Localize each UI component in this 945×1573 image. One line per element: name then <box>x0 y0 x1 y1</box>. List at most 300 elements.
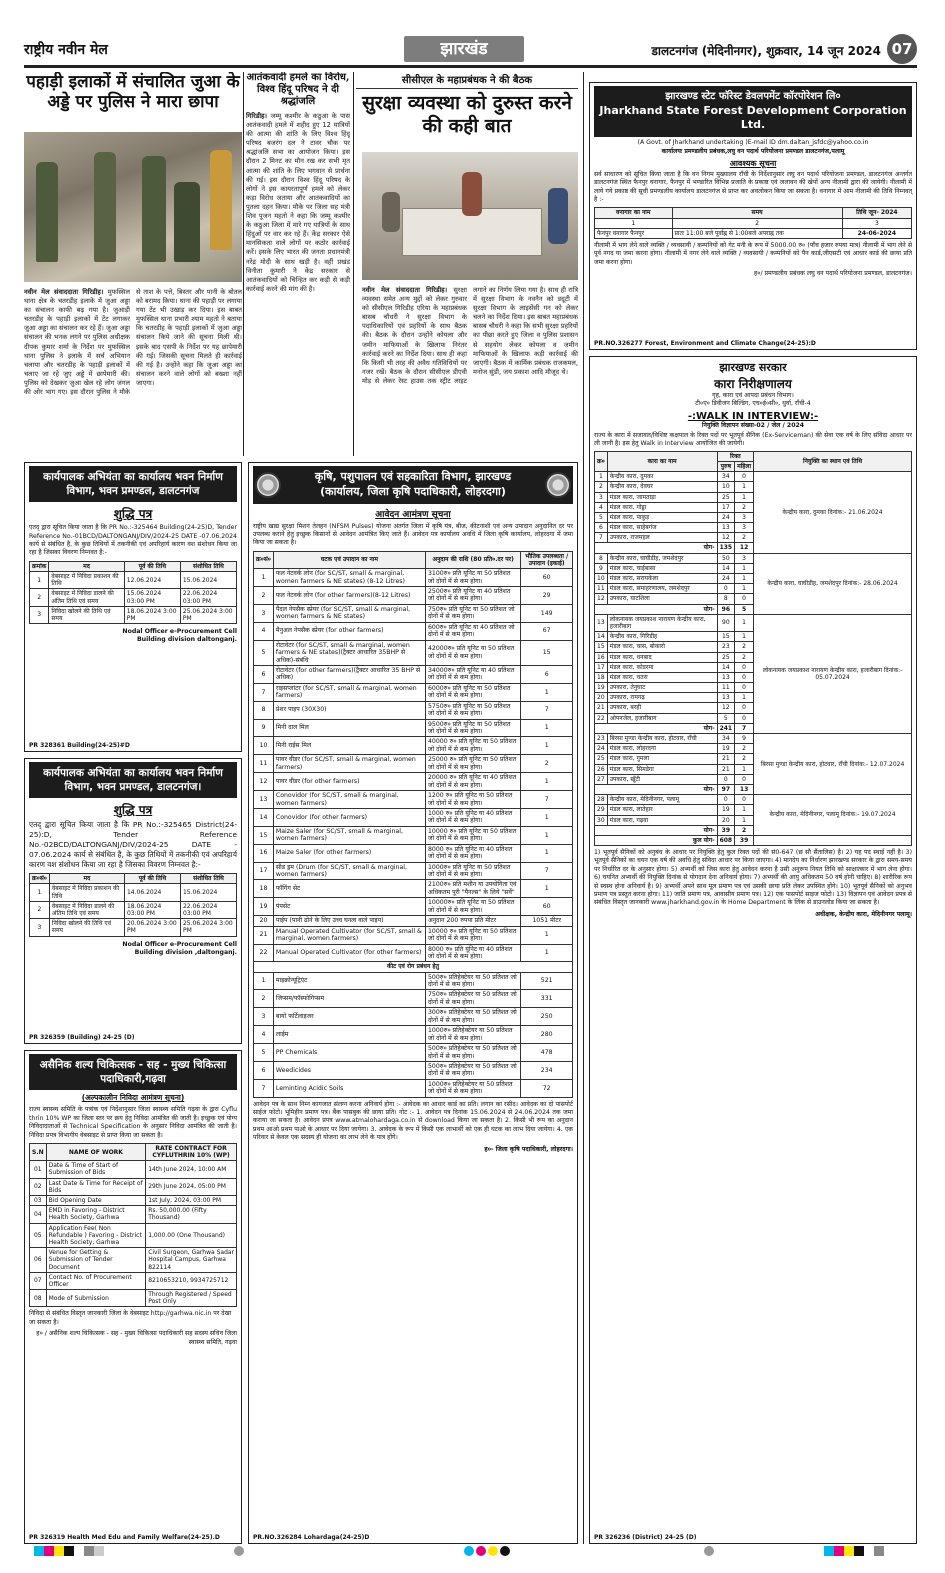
grand-total-male: 608 <box>717 835 735 845</box>
table-cell: ओपनजेल, हजारीबाग <box>607 713 717 723</box>
table-cell: 1 <box>521 826 573 844</box>
note: निविदा से संबंधित विस्तृत जानकारी जिला के वेबसाइट http://garhwa.nic.in पर देखा जा सकता है। <box>29 1310 232 1326</box>
table-cell: 1200 रु० प्रति यूनिट या 50 प्रतिशत जो दोनों में से कम होगा। <box>426 791 521 809</box>
table-cell: 1 <box>735 693 754 703</box>
table-cell: मंडल कारा, सिमडेगा <box>607 764 717 774</box>
table-cell: 1 <box>735 492 754 502</box>
table-cell: 1 <box>521 944 573 962</box>
story-body <box>246 112 350 294</box>
table-cell: मंडल कारा, पाकुड़ <box>607 512 717 522</box>
story-ccl-meeting <box>356 72 578 456</box>
table-cell: रोटावेटर (for SC/ST, small & marginal, women farmers & NE states)(ट्रैक्टर आधारित 35BHP से अधिक)-संबंधि <box>273 640 425 665</box>
table-cell: 300रु० प्रतिहेक्टेयर या 50 प्रतिशत जो दोनों में से कम होगा। <box>426 1008 521 1026</box>
table-cell: उपकारा, बरही <box>607 703 717 713</box>
table-cell: 0 <box>735 774 754 784</box>
table-cell: 4 <box>254 622 274 640</box>
notice-body: एतद् द्वारा सूचित किया जाता है कि PR No.:-325465 District(24-25):D, Tender Reference No.-02BCD/DALTONGANJ/DIV/2024-25 DATE - 07.06.2024 कार्य से संबंधित है, के कुछ तिथियों में तकनीकी एवं अपरिहार्य कारण वश संशोधन किया जा रहा है जिसका विवरण निम्नवत है:- <box>29 820 237 870</box>
table-cell: 10 <box>595 574 608 584</box>
notice-subtitle: शुद्धि पत्र <box>113 803 153 818</box>
table-row <box>30 1206 237 1223</box>
story-byline: नवीन मेल संवाददाता <box>24 288 79 296</box>
table-row <box>595 472 912 482</box>
table-row <box>30 606 237 623</box>
dept-name: कारा निरीक्षणालय <box>714 377 792 391</box>
table-cell: 0 <box>735 683 754 693</box>
table-cell: पावर वीडर (for SC/ST, small & marginal, women farmers) <box>273 755 425 773</box>
col-depot: वनागार का नाम <box>595 208 673 218</box>
table-cell: 30 <box>595 815 608 825</box>
table-cell: केन्द्रीय कारा, मेदिनीनगर, पलामू <box>607 795 717 805</box>
table-row <box>30 884 237 901</box>
table-cell: 2 <box>672 218 842 228</box>
notice-header <box>594 86 912 137</box>
table-cell: मंडल कारा, साहेबगंज <box>607 523 717 533</box>
table-cell: Venue for Getting & Submission of Tender Document <box>46 1248 146 1273</box>
venue-cell: बिरसा मुण्डा केन्द्रीय कारा, होटवार, राँची दिनांक:- 12.07.2024 <box>754 734 912 795</box>
corrigendum-table <box>29 561 237 624</box>
table-cell: 0 <box>735 672 754 682</box>
subsidy-table <box>253 551 573 1098</box>
table-cell: 14 <box>254 808 274 826</box>
health-tender-notice <box>24 1050 242 1544</box>
dept-sub: गृह, कारा एवं आपदा प्रबंधन विभाग। <box>712 392 794 399</box>
table-cell: 1 <box>521 808 573 826</box>
table-cell: 7 <box>254 683 274 701</box>
table-cell: 90 <box>717 614 735 631</box>
table-cell: 9 <box>735 734 754 744</box>
table-cell: 14th June 2024, 10:00 AM <box>146 1161 237 1178</box>
table-cell: 500रु० प्रतिहेक्टेयर या 50 प्रतिशत जो दोनों में से कम होगा। <box>426 1061 521 1079</box>
table-row <box>595 553 912 563</box>
table-cell: 21 <box>717 754 735 764</box>
column-rule <box>243 72 244 456</box>
table-cell: 2500रु० प्रति यूनिट या 40 प्रतिशत जो दोनों में से कम होगा। <box>426 587 521 605</box>
table-row <box>254 844 573 862</box>
table-cell: 15.06.2024 <box>180 884 236 901</box>
table-cell: वेबसाइट में निविदा डालने की अंतिम तिथि एवं समय <box>49 589 124 606</box>
table-row <box>595 734 912 744</box>
table-cell: 12 <box>595 594 608 604</box>
signature: अधीक्षक, केन्द्रीय कारा, मेदिनीनगर पलामू। <box>815 910 912 918</box>
table-cell: 22 <box>254 944 274 962</box>
table-cell: फल नेटवर्क लोन (for SC/ST, small & marginal, women farmers & NE states) (8-12 Litres) <box>273 569 425 587</box>
table-cell: 17 <box>595 662 608 672</box>
officer: Nodal Officer e-Procurement Cell <box>122 940 237 948</box>
notice-header <box>253 466 573 504</box>
table-cell: 25 <box>595 754 608 764</box>
table-cell: 12.06.2024 <box>124 571 180 588</box>
table-cell: Maize Saler (for other farmers) <box>273 844 425 862</box>
table-cell: 19 <box>254 898 274 916</box>
column-rule <box>583 72 584 1544</box>
total-female: 7 <box>735 723 754 733</box>
table-cell: मंडल कारा, चाईबासा <box>607 563 717 573</box>
table-cell: 04 <box>30 1206 47 1223</box>
table-cell: 13 <box>595 614 608 631</box>
intro: राष्ट्रीय खाद्य सुरक्षा मिशन तेलहन (NFSM Pulses) योजना अंतर्गत जिला में कृषि यंत्र, बीज, कीटनाशी एवं अन्य उपादान अनुदानित दर पर उपलब्ध कराने हेतु इच्छुक किसानों से आवेदन आमंत्रित किए जाते हैं। आवेदन पत्र कार्यालय अवधि में जिला कृषि कार्यालय, लोहरदगा में जमा किया जा सकता है। <box>253 522 573 547</box>
table-cell: 18.06.2024 03:00 PM <box>124 901 180 918</box>
story-text: जम्मू कश्मीर के कठुआ के पास आतंकवादी हमले में शहीद हुए 12 यात्रियों की आत्मा की शांति के लिए विश्व हिंदू परिषद बजरंग दल ने टावर चौक पर श्रद्धांजलि सभा का आयोजन किया। इस दौरान 2 मिनट का मौन रख कर सभी मृत आत्मा की शांति के लिए भगवान से प्रार्थना की गई। इस दौरान विश्व हिंदू परिषद के लोगों ने इस कायरतापूर्ण हमले को लेकर कड़ा विरोध जताया और आतंकवादियों का पुतला दहन किया। मौके पर जिला सह मंत्री शिव पूजन महतो ने कहा कि जम्मू कश्मीर के कठुआ जिला में मारे गए यात्रियों के साथ हिंदुओं पर वार कर रहे हैं। केंद्र सरकार ऐसे मानसिकता वाले लोगों पर कठोर कार्रवाई करें। इसके लिए भारत की जनता प्रधानमंत्री नरेंद्र मोदी के साथ खड़ी है। वहीं प्रखंड विनीता कुमारी ने केंद्र सरकार से आतंकवादियों को चिन्हित कर कड़ी से कड़ी कार्रवाई करने की मांग की है। <box>246 112 350 293</box>
table-cell: 521 <box>521 972 573 990</box>
table-cell: केन्द्रीय कारा, देवघर <box>607 482 717 492</box>
table-row <box>254 972 573 990</box>
table-cell: 2 <box>735 652 754 662</box>
table-cell: 12 <box>717 533 735 543</box>
col-item: मद <box>49 874 124 884</box>
table-cell: 17 <box>717 502 735 512</box>
sub-head: कीट एवं रोग प्रबंधन हेतु <box>254 962 573 972</box>
table-cell: उपकारा, रामगढ़ <box>607 693 717 703</box>
col-old-date: पूर्व की तिथि <box>124 874 180 884</box>
table-cell: 23 <box>595 734 608 744</box>
table-cell: 234 <box>521 1061 573 1079</box>
table-cell: 15.06.2024 03:00 PM <box>124 589 180 606</box>
table-cell: Conovidor (for other farmers) <box>273 808 425 826</box>
table-row <box>254 862 573 880</box>
police-photo <box>24 132 242 282</box>
table-cell: 1 <box>735 764 754 774</box>
story-text: सुरक्षा व्यवस्था समेत अन्य मुद्दों को लेकर गुरुवार को सीसीएल गिरिडीह एरिया के महाप्रबंधक बासब चौधरी ने सुरक्षा विभाग के पदाधिकारियों एवं प्रहरियों के साथ बैठक की। बैठक के दौरान उन्होंने कोयला और जमीन माफियाओं के खिलाफ निरंतर कार्रवाई करने का निर्देश दिया। साथ ही कहा कि किसी भी तरह की अवैध गतिविधियों पर नजर रखें। बैठक के दौरान सीसीएल डीएवी मोड़ से लेकर रेस्ट हाउस तक स्ट्रीट लाइट लगाने का निर्णय लिया गया है। साथ ही रात्रि में सुरक्षा विभाग के नवनैन को ड्यूटी में सुरक्षा विभाग के लाइसेंसी गन को लेकर चलने का निर्देश दिया। इस बाबत महाप्रबंधक बासब चौधरी ने कहा कि सभी सुरक्षा प्रहरियों का पीछा करते हुए जिला व पुलिस प्रशासन से सहयोग लेकर कोयला व जमीन माफियाओं के खिलाफ कड़ी कार्रवाई की जाएगी। बैठक में कार्मिक प्रबंधक राजकमल, मनोज सुंडी, जय प्रकाश आदि मौजूद थे। <box>362 286 578 385</box>
table-cell: 11 <box>254 755 274 773</box>
table-cell: 6 <box>595 523 608 533</box>
col-sn: क्र० <box>595 451 608 471</box>
table-cell: केन्द्रीय कारा, गिरिडीह <box>607 632 717 642</box>
table-cell: 2 <box>30 589 49 606</box>
venue-cell: केन्द्रीय कारा, घाघीडीह, जमशेदपुर दिनांक:- 28.06.2024 <box>754 553 912 614</box>
table-cell: 34 <box>717 734 735 744</box>
table-cell: बायो फर्टिलाइजर <box>273 1008 425 1026</box>
table-cell: Last Date & Time for Receipt of Bids <box>46 1178 146 1195</box>
table-cell: Manual Operated Cultivator (for SC/ST, small & marginal, women farmers) <box>273 926 425 944</box>
table-cell: 60 <box>521 569 573 587</box>
table-cell: 11 <box>595 584 608 594</box>
table-cell: मंडल कारा, समाहरणालय, जमशेदपुर <box>607 584 717 594</box>
grand-total-female: 39 <box>735 835 754 845</box>
total-female: 13 <box>735 784 754 794</box>
table-cell: लोकनायक जयप्रकाश नारायण केन्द्रीय कारा, हजारीबाग <box>607 614 717 631</box>
table-cell: 0 <box>735 795 754 805</box>
table-cell: रोटावेटर (for other farmers)(ट्रैक्टर आधारित 35 BHP से अधिक) <box>273 665 425 683</box>
table-cell: 6 <box>254 665 274 683</box>
table-cell: 12 <box>717 703 735 713</box>
table-cell: 6000रु० प्रति यूनिट या 50 प्रतिशत जो दोनों में से कम होगा। <box>426 683 521 701</box>
table-cell: 0 <box>735 703 754 713</box>
total-male: 97 <box>717 784 735 794</box>
table-cell: प्रेशर पाइप (30X30) <box>273 701 425 719</box>
table-cell: 1 <box>521 737 573 755</box>
table-cell: 27 <box>595 774 608 784</box>
table-row <box>30 1196 237 1206</box>
notice-subtitle: (अल्पकालीन निविदा आमंत्रण सूचना) <box>81 1093 185 1103</box>
auction-table <box>594 207 912 239</box>
table-cell: Through Registered / Speed Post Only <box>146 1290 237 1307</box>
table-cell: 2 <box>521 755 573 773</box>
table-cell: 16 <box>595 652 608 662</box>
table-cell: 20.06.2024 3:00 PM <box>124 919 180 936</box>
table-cell: 17 <box>254 862 274 880</box>
table-cell: 1000रु० प्रतिहेक्टेयर या 50 प्रतिशत जो दोनों में से कम होगा। <box>426 1079 521 1097</box>
table-cell: 2 <box>254 587 274 605</box>
total-label: योग- <box>595 723 718 733</box>
table-cell: 67 <box>521 622 573 640</box>
table-cell: Rs. 50,000.00 (Fifty Thousand) <box>146 1206 237 1223</box>
table-cell: पाईप (पानी ढोने के लिए उच्च घनत्व वाले पाइप) <box>273 916 425 926</box>
table-row <box>254 640 573 665</box>
table-cell: 1 <box>735 805 754 815</box>
table-cell: 280 <box>521 1026 573 1044</box>
table-cell: उपकारा, राजमहल <box>607 533 717 543</box>
table-cell: 5 <box>717 713 735 723</box>
table-cell: उपकारा, तेनुघाट <box>607 683 717 693</box>
table-cell: 1 <box>595 472 608 482</box>
signature: ह०- जिला कृषि पदाधिकारी, लोहरदगा। <box>484 1145 573 1153</box>
table-cell: 21 <box>595 703 608 713</box>
table-cell: 18 <box>595 672 608 682</box>
col-rate: RATE CONTRACT FOR CYFLUTHRIN 10% (WP) <box>146 1143 237 1160</box>
table-cell: 07 <box>30 1272 47 1289</box>
table-cell: 19 <box>717 805 735 815</box>
table-cell: PP Chemicals <box>273 1044 425 1062</box>
table-cell: 1000रु० प्रतिहेक्टेयर या 50 प्रतिशत जो दोनों में से कम होगा। <box>426 1026 521 1044</box>
table-cell: 15 <box>254 826 274 844</box>
vacancy-table <box>594 451 912 846</box>
table-cell: 3 <box>735 512 754 522</box>
table-cell: 5 <box>254 1044 274 1062</box>
table-cell: सीड ड्रम (Drum (for SC/ST, small & marginal, women farmers) <box>273 862 425 880</box>
table-cell: मिनी दाल मिल <box>273 719 425 737</box>
table-cell: 750रु० प्रति यूनिट या 50 प्रतिशत जो दोनों में से कम होगा। <box>426 604 521 622</box>
table-row <box>30 1272 237 1289</box>
table-cell: 28 <box>595 795 608 805</box>
table-cell: 1 <box>521 880 573 898</box>
table-cell: 40000 रु० प्रति यूनिट या 50 प्रतिशत जो दोनों में से कम होगा। <box>426 737 521 755</box>
table-cell: 3100रु० प्रति यूनिट या 50 प्रतिशत जो दोनों में से कम होगा। <box>426 569 521 587</box>
table-cell: वेबसाइट में निविदा प्रकाशन की तिथि <box>49 884 124 901</box>
col-qty: भौतिक उपलब्धता / उपादान (इकाई) <box>521 551 573 568</box>
table-cell: पैदल नेपसैक स्प्रेयर (for SC/ST, small & marginal, women farmers & NE states) <box>273 604 425 622</box>
table-cell: 1st July, 2024, 03:00 PM <box>146 1196 237 1206</box>
notice-header: कार्यपालक अभियंता का कार्यालय भवन निर्माण विभाग, भवन प्रमण्डल, डालटनगंज। <box>29 762 237 798</box>
table-row <box>595 795 912 805</box>
table-cell: 21 <box>717 764 735 774</box>
table-cell: 2 <box>735 642 754 652</box>
table-cell: 19 <box>717 744 735 754</box>
story-body <box>362 286 578 386</box>
table-row <box>30 589 237 606</box>
table-row <box>254 622 573 640</box>
total-male: 135 <box>717 543 735 553</box>
table-cell: 1 <box>521 773 573 791</box>
table-cell: मंडल कारा, जामताड़ा <box>607 492 717 502</box>
table-cell: 3 <box>254 604 274 622</box>
terms: 1) भूतपूर्व सैनिकों को अनुबंध के आधार पर नियुक्ति हेतु कुल रिक्त पदों की सं0-647 (छ सौ सैंतालिस) है। 2) यह पद स्थाई नहीं है। 3) भूतपूर्व सैनिकों का चयन एक वर्ष की अवधि हेतु संविदा आधार पर किया जाएगा। 4) मानदेय का निर्धारण झारखण्ड सरकार के द्वारा समय-समय पर निर्धारित दर के अनुसार होगा। 5) अभ्यर्थी को जिस कारा हेतु आवेदन करना है उसी अनुरूप नियत तिथि को साक्षात्कार में भाग लेना होगा। 6) चयनित अभ्यर्थी की नियुक्ति दिनांक से योगदान देना अनिवार्य होगा। 7) अभ्यर्थी की आयु अधिकतम 50 वर्ष होनी चाहिए। 8) शारीरिक रूप से स्वस्थ होना अनिवार्य है। 9) अभ्यर्थी अपने साथ मूल प्रमाण पत्र एवं उसकी छाया प्रति लेकर उपस्थित होंगे। 10) भूतपूर्व सैनिकों को अनुभव प्रमाण पत्र प्रस्तुत करना होगा। 11) जाति प्रमाण पत्र, आवासीय प्रमाण पत्र। 12) एक पासपोर्ट साइज फोटो। 13) विज्ञापन एवं आवेदन प्रपत्र से संबंधित विस्तृत जानकारी www.jharkhand.gov.in के Home Department के लिंक से डाउनलोड किया जा सकता है। <box>594 849 912 907</box>
table-cell: 1 <box>30 571 49 588</box>
office-line: कार्यालयः प्रमण्डलीय प्रबंधक,लघु वन पदार्थ परियोजना प्रमण्डल डालटनगंज,पलामू <box>661 147 845 155</box>
table-cell: 0 <box>735 662 754 672</box>
division: Building division ,daltonganj. <box>134 948 237 956</box>
table-cell: 42000रु० प्रति यूनिट या 50 प्रतिशत जो दोनों में से कम होगा। <box>426 640 521 665</box>
table-cell: 25.06.2024 3:00 PM <box>180 919 236 936</box>
table-cell: 29th June 2024, 05:00 PM <box>146 1178 237 1195</box>
table-cell: 24 <box>595 744 608 754</box>
pr-code: PR 326236 (District) 24-25 (D) <box>594 1534 697 1541</box>
table-cell: 06 <box>30 1248 47 1273</box>
table-row <box>254 587 573 605</box>
table-cell: 6 <box>254 1061 274 1079</box>
table-cell: माइक्रोन्यूट्रिएंट <box>273 972 425 990</box>
address: टी०ए० डिवीजन बिल्डिंग, एच०ई०सी०, धुर्वा, राँची-4 <box>695 400 811 408</box>
pr-code: PR 328361 Building(24-25)#D <box>29 742 130 749</box>
notice-body: एतद् द्वारा सूचित किया जाता है कि PR No.:-325464 Building(24-25)D, Tender Reference No.-01BCD/DALTONGANJ/DIV/2024-25 DATE -07.06.2024 कार्य से संबंधित है, के कुछ तिथियों में तकनीकी एवं अपरिहार्य कारण वश संशोधन किया जा रहा है जिसका विवरण निम्नवत है:- <box>29 524 237 557</box>
col-sn: क्रमांक <box>30 561 49 571</box>
table-cell: 25.06.2024 3:00 PM <box>180 606 236 623</box>
story-dateline: गिरिडीह। <box>426 286 448 294</box>
table-cell: 1 <box>735 614 754 631</box>
table-cell: 9500रु० प्रति यूनिट या 50 प्रतिशत जो दोनों में से कम होगा। <box>426 719 521 737</box>
gov-line: (A Govt. of Jharkhand undertaking )E-mail ID dm.daltan_jsfdc@yahoo.co.in <box>637 139 869 147</box>
building-corrigendum-2 <box>24 758 242 1044</box>
table-cell: 8000 रु० प्रति यूनिट या 40 प्रतिशत जो दोनों में से कम होगा। <box>426 844 521 862</box>
table-row <box>254 990 573 1008</box>
notice-title: आवश्यक सूचना <box>729 158 777 168</box>
col-date: तिथि जून- 2024 <box>842 208 911 218</box>
table-cell: 7 <box>521 791 573 809</box>
table-cell: मंडल कारा, गोड्डा <box>607 502 717 512</box>
table-cell: 20 <box>595 693 608 703</box>
table-cell: 14.06.2024 <box>124 884 180 901</box>
table-cell: 10 <box>717 482 735 492</box>
table-cell: Civil Surgeon, Garhwa Sadar Hospital Campus, Garhwa 822114 <box>146 1248 237 1273</box>
table-cell: 250 <box>521 1008 573 1026</box>
table-cell: 4 <box>254 1026 274 1044</box>
story-dateline: गिरिडीह। <box>82 288 104 296</box>
table-cell: 2 <box>595 482 608 492</box>
table-row <box>30 1178 237 1195</box>
prison-walkin-notice <box>589 356 917 1544</box>
total-female: 5 <box>735 604 754 614</box>
table-cell: Weedicides <box>273 1061 425 1079</box>
table-cell: 18.06.2024 3:00 PM <box>124 606 180 623</box>
table-cell: 24-06-2024 <box>842 228 911 238</box>
table-cell: केन्द्रीय कारा, घाघीडीह, जमशेदपुर <box>607 553 717 563</box>
total-male: 96 <box>717 604 735 614</box>
table-cell: 2 <box>735 754 754 764</box>
col-venue: नियुक्ति का स्थान एवं तिथि <box>754 451 912 471</box>
table-cell: 13 <box>717 693 735 703</box>
table-row <box>254 916 573 926</box>
col-jail: कारा का नाम <box>607 451 717 471</box>
table-cell: 12 <box>254 773 274 791</box>
table-cell: 10000 रु० प्रति यूनिट या 50 प्रतिशत जो दोनों में से कम होगा। <box>426 926 521 944</box>
page-number: 07 <box>887 34 917 64</box>
table-cell: 19 <box>595 683 608 693</box>
table-cell: 03 <box>30 1196 47 1206</box>
table-cell: 25 <box>717 652 735 662</box>
table-cell: 2 <box>735 502 754 512</box>
section-label: झारखंड <box>404 36 524 62</box>
table-cell: मंडल कारा, धनबाद <box>607 652 717 662</box>
table-row <box>254 755 573 773</box>
table-cell: जिप्सम/फॉस्फोगिप्सम <box>273 990 425 1008</box>
table-cell: 23 <box>717 642 735 652</box>
table-cell: 10000रु० प्रति यूनिट या 50 प्रतिशत जो दोनों में से कम होगा। <box>426 898 521 916</box>
col-old-date: पूर्व की तिथि <box>124 561 180 571</box>
table-cell: मंडल कारा, कोडरमा <box>607 662 717 672</box>
table-row <box>254 683 573 701</box>
table-cell: 1 <box>254 972 274 990</box>
table-cell: मंडल कारा, गुमला <box>607 754 717 764</box>
table-cell: 13 <box>254 791 274 809</box>
table-cell: 1 <box>735 482 754 492</box>
col-work: NAME OF WORK <box>46 1143 146 1160</box>
table-cell: 2 <box>735 744 754 754</box>
table-cell: 8000 रु० प्रति यूनिट या 40 प्रतिशत जो दोनों में से कम होगा। <box>426 944 521 962</box>
table-cell: 600रु० प्रति यूनिट या 40 प्रतिशत जो दोनों में से कम होगा। <box>426 622 521 640</box>
table-cell: 08 <box>30 1290 47 1307</box>
notice-header: असैनिक शल्य चिकित्सक - सह - मुख्य चिकित्सा पदाधिकारी,गढ़वा <box>29 1054 237 1090</box>
table-cell: पावर वीडर (for other farmers) <box>273 773 425 791</box>
table-cell: 0 <box>717 774 735 784</box>
table-cell: 1 <box>595 218 673 228</box>
col-male: पुरुष <box>717 461 735 471</box>
table-cell: 22.06.2024 03:00 PM <box>180 589 236 606</box>
venue-cell: लोकनायक जयप्रकाश नारायण केन्द्रीय कारा, हजारीबाग दिनांक:- 05.07.2024 <box>754 614 912 733</box>
division: Building division daltonganj. <box>136 636 237 644</box>
table-cell: फैनपुर वनागार फैनपुर <box>595 228 673 238</box>
table-cell: 8 <box>595 553 608 563</box>
jharkhand-emblem-icon <box>545 472 571 498</box>
table-row <box>254 926 573 944</box>
col-sn: S.N <box>30 1143 47 1160</box>
table-cell: 3 <box>30 919 50 936</box>
table-cell: 02 <box>30 1178 47 1195</box>
table-cell: 1 <box>254 569 274 587</box>
table-row <box>254 791 573 809</box>
table-cell: 20000 रु० प्रति यूनिट या 40 प्रतिशत जो दोनों में से कम होगा। <box>426 773 521 791</box>
table-cell: 20 <box>717 815 735 825</box>
table-cell: 25 <box>717 492 735 502</box>
table-cell: Conovidor (for SC/ST, small & marginal, women farmers) <box>273 791 425 809</box>
table-cell: 5750रु० प्रति यूनिट या 50 प्रतिशत जो दोनों में से कम होगा। <box>426 701 521 719</box>
table-cell: मंडल कारा, चास, बोकारो <box>607 642 717 652</box>
notice-header: कार्यपालक अभियंता का कार्यालय भवन निर्माण विभाग, भवन प्रमण्डल, डालटनगंज <box>29 466 237 502</box>
story-gambling-raid <box>24 72 242 456</box>
col-new-date: संशोधित तिथि <box>180 561 236 571</box>
venue-cell: केन्द्रीय कारा, दुमका दिनांक:- 21.06.2024 <box>754 472 912 554</box>
table-cell: Leminting Acidic Soils <box>273 1079 425 1097</box>
table-cell: उपकारा, खूँटी <box>607 774 717 784</box>
intro: राज्य के कारा में सजावल/विशिष्ट कक्षपाल के रिक्त पदों पर भूतपूर्व सैनिक (Ex-Serviceman) की सेवा एक वर्ष के लिए संविदा आधार पर ली जानी है। इस हेतु Walk in Interview आयोजित की जायेगी। <box>594 432 912 448</box>
col-time: समय <box>672 208 842 218</box>
table-row <box>254 898 573 916</box>
table-cell: मंडल कारा, गढ़वा <box>607 815 717 825</box>
table-cell: 16 <box>254 844 274 862</box>
table-cell: मंडल कारा, लोहरदगा <box>607 744 717 754</box>
col-sn: क्र०सं० <box>30 874 50 884</box>
table-cell: 25000 रु० प्रति यूनिट या 50 प्रतिशत जो दोनों में से कम होगा। <box>426 755 521 773</box>
table-cell: 8 <box>717 594 735 604</box>
table-cell: 2 <box>254 990 274 1008</box>
col-vacancy: रिक्त <box>717 451 753 461</box>
table-cell: 34 <box>717 472 735 482</box>
table-cell: 1 <box>521 844 573 862</box>
table-cell: Contact No. of Procurement Officer <box>46 1272 146 1289</box>
table-row <box>595 614 912 631</box>
notice-body: सर्व साधारण को सूचित किया जाता है कि वन निगम मुख्यालय राँची के निर्देशानुसार लघु वन पदार्थ परियोजना प्रमण्डल, डालटनगंज अन्तर्गत डालटनगंज स्थित फैनपुर वनागार, फैनपुर में भण्डारित विभिन्न प्रजाति के प्रकाष्ठ एवं जलावन की खेपों अन्य नीलामी द्वारा की जायेगी। नीलामी में लाये गये प्रकाष्ठ की सूची प्रमण्डलीय कार्यालय डालटनगंज से प्राप्त कर अवलोकन किया जा सकता है। वनागार में आम नीलामी की तिथि निम्नवत् है :- <box>594 170 912 203</box>
table-cell: 3 <box>254 1008 274 1026</box>
table-cell: 1 <box>521 719 573 737</box>
advt-number: नियुक्ति विज्ञापन संख्या-02 / जेल / 2024 <box>701 421 805 429</box>
